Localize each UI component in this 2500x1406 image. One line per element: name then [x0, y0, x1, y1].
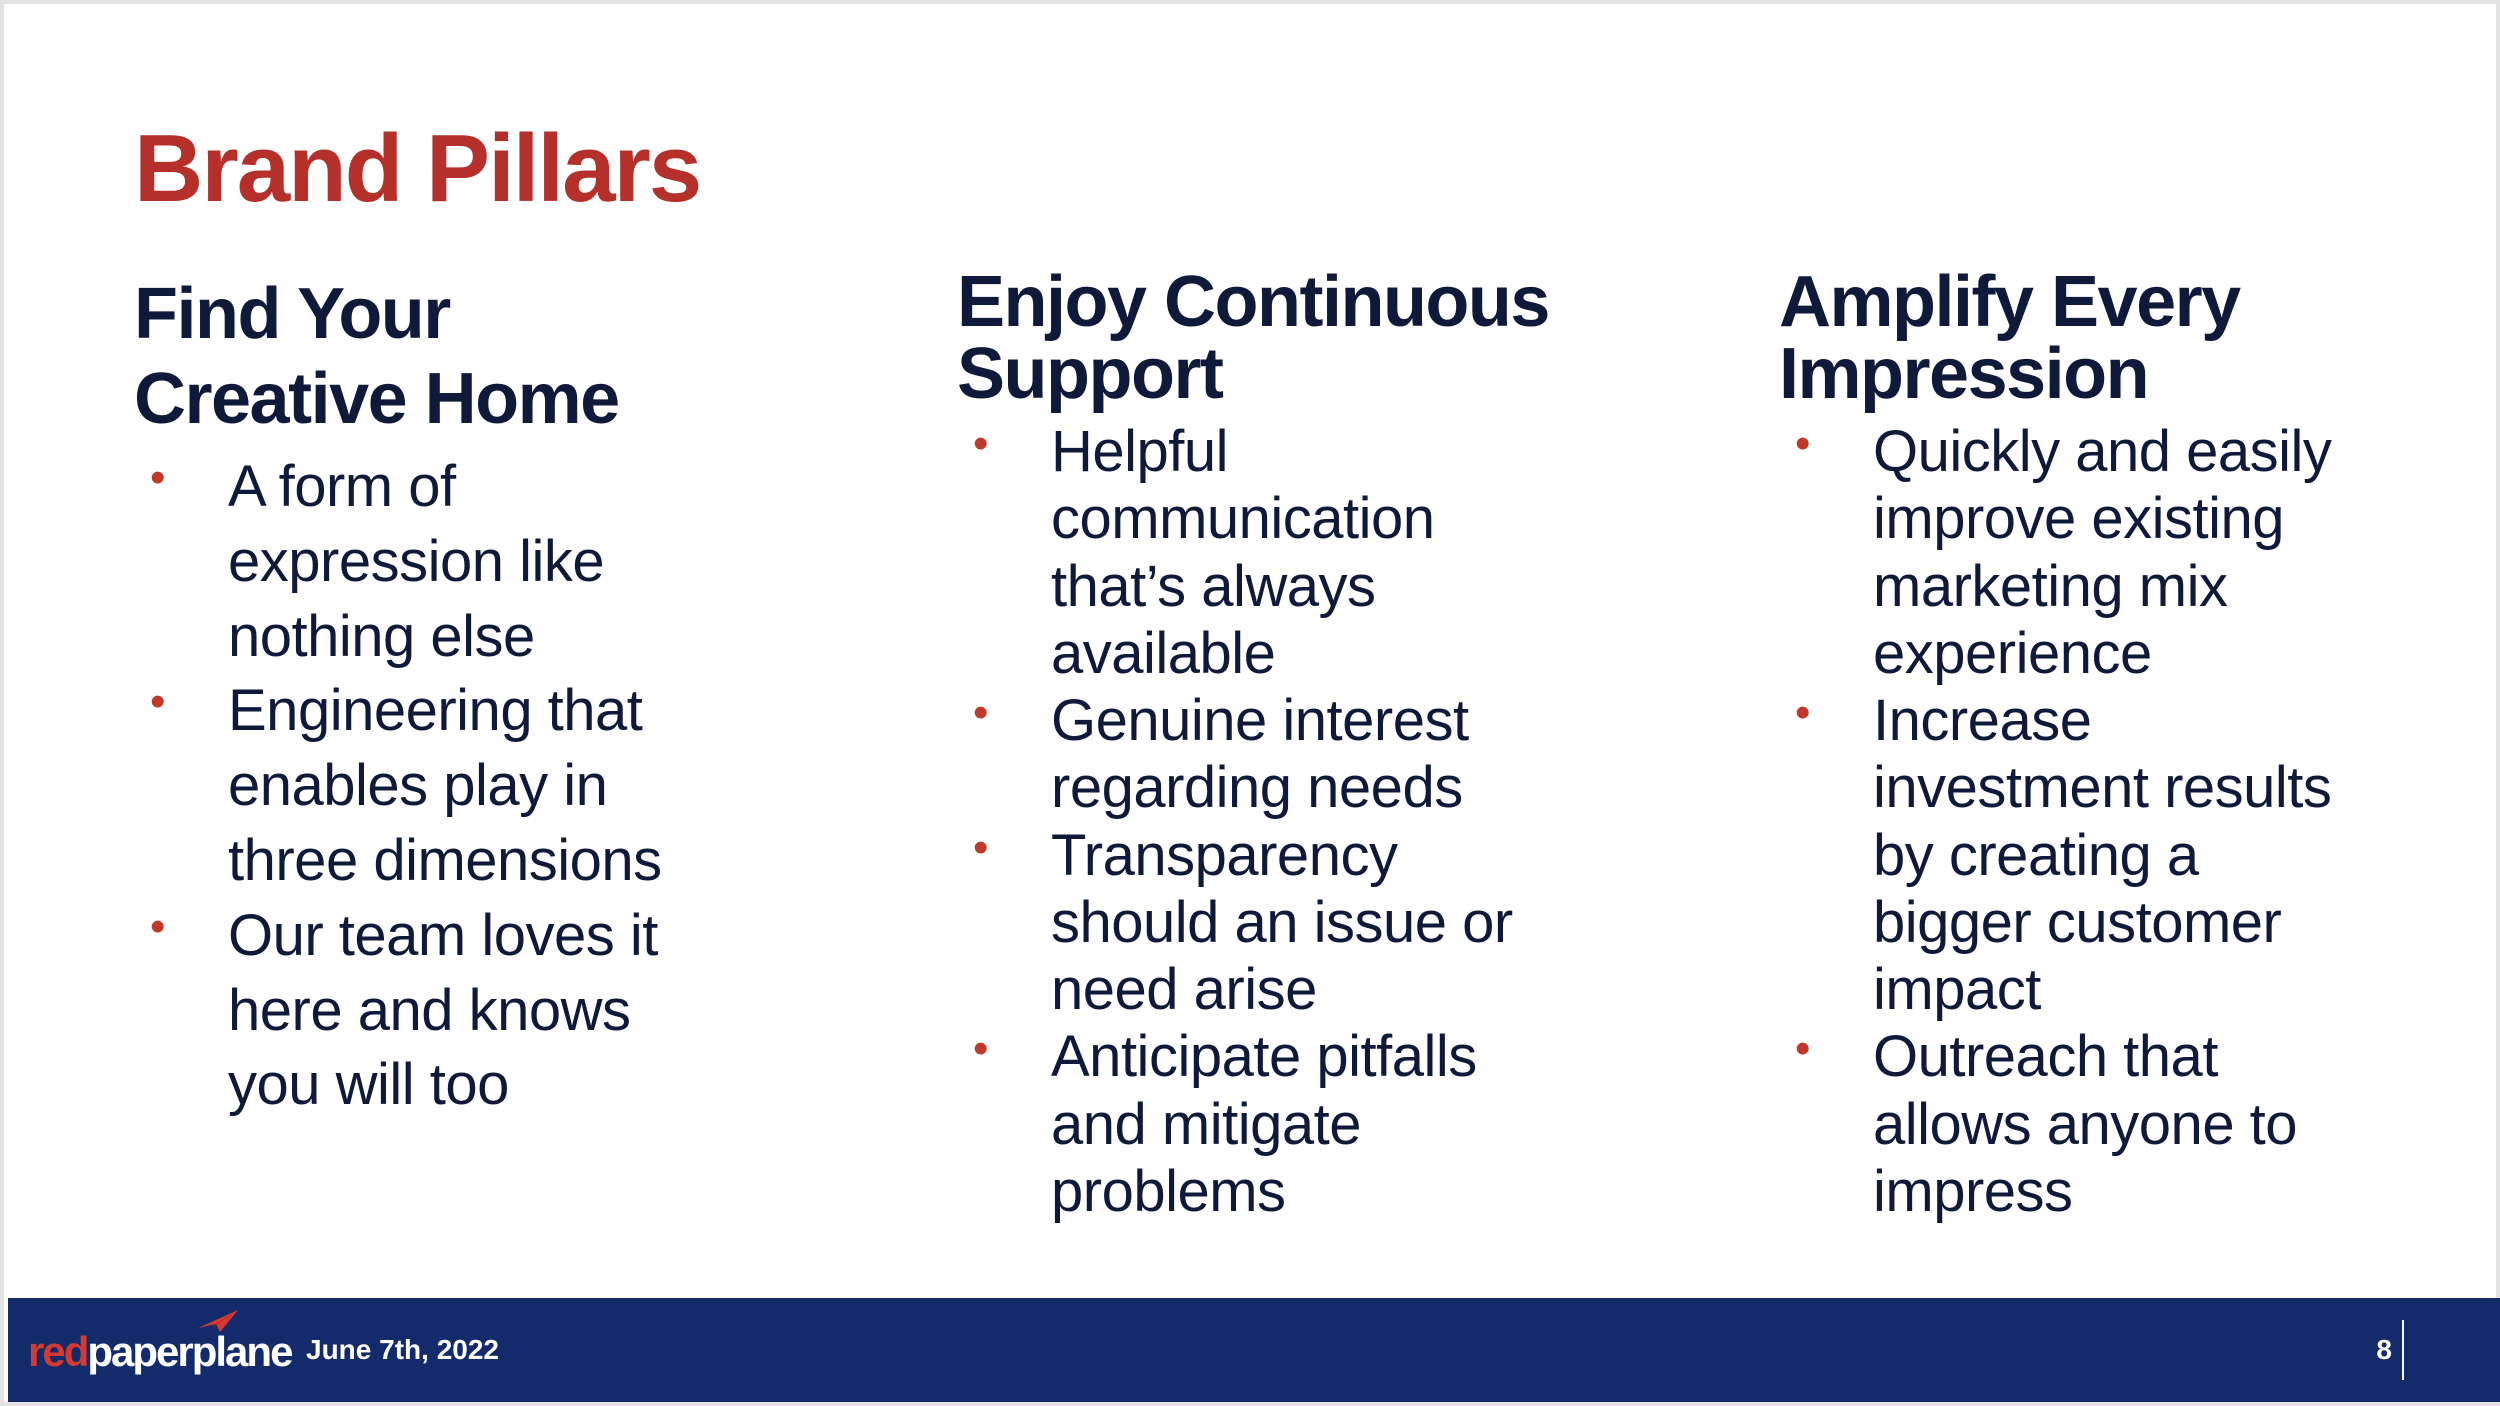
logo-text-red: red — [28, 1328, 88, 1375]
bullet-icon: • — [973, 1024, 988, 1074]
bullet-line: experience — [1873, 620, 2152, 686]
bullet-icon: • — [973, 688, 988, 738]
pillar-heading-line: Support — [957, 334, 1223, 414]
bullet-line: A form of — [228, 453, 456, 519]
bullet-line: expression like — [228, 528, 605, 594]
pillar-heading-line: Find Your — [134, 274, 450, 354]
bullet-text — [1873, 687, 2433, 1023]
bullet-text — [1873, 418, 2433, 687]
bullet-text — [1873, 1023, 2433, 1225]
bullet-line: allows anyone to — [1873, 1091, 2298, 1157]
bullet-line: Helpful — [1051, 419, 1229, 484]
bullet-line: Quickly and easily — [1873, 419, 2332, 484]
pillar-bullet — [1779, 687, 2499, 1023]
footer-date: June 7th, 2022 — [306, 1334, 499, 1365]
bullet-line: enables play in — [228, 753, 608, 819]
bullet-line: Genuine interest — [1051, 688, 1469, 754]
pillar-bullet — [134, 674, 854, 898]
slide-title: Brand Pillars — [134, 115, 701, 222]
bullet-line: you will too — [228, 1052, 509, 1118]
bullet-line: should an issue or — [1051, 889, 1513, 955]
pillar-bullet — [957, 418, 1677, 687]
bullet-line: Increase — [1873, 688, 2092, 754]
pillar-bullet — [957, 1023, 1677, 1225]
bullet-line: bigger customer — [1873, 889, 2282, 955]
bullet-text — [1051, 822, 1611, 1024]
pillar-heading-line: Creative Home — [134, 358, 619, 439]
page-number-divider — [2402, 1320, 2404, 1380]
bullet-text — [228, 899, 748, 1123]
pillar-heading-line: Amplify Every — [1779, 262, 2240, 342]
bullet-line: and mitigate — [1051, 1091, 1361, 1157]
bullet-line: that’s always — [1051, 553, 1376, 619]
pillar-bullet — [957, 822, 1677, 1024]
bullet-line: need arise — [1051, 957, 1317, 1023]
bullet-icon: • — [150, 901, 165, 951]
pillar-column-3 — [1779, 262, 2499, 1225]
pillar-bullet — [957, 687, 1677, 822]
bullet-line: nothing else — [228, 603, 535, 669]
bullet-text — [1051, 418, 1611, 687]
pillar-bullet-list — [1779, 418, 2499, 1225]
brand-logo — [28, 1328, 291, 1388]
bullet-line: improve existing — [1873, 486, 2285, 552]
pillar-bullet — [1779, 418, 2499, 687]
pillar-heading — [957, 262, 1677, 414]
pillar-heading-line: Impression — [1779, 334, 2149, 414]
bullet-line: by creating a — [1873, 822, 2199, 888]
bullet-line: available — [1051, 620, 1276, 686]
bullet-line: Engineering that — [228, 678, 643, 744]
bullet-icon: • — [973, 419, 988, 468]
bullet-line: communication — [1051, 486, 1435, 552]
bullet-icon: • — [1795, 688, 1810, 738]
pillar-bullet-list — [134, 450, 854, 1123]
page-number: 8 — [2376, 1334, 2392, 1365]
bullet-line: problems — [1051, 1158, 1286, 1224]
paper-plane-icon — [198, 1310, 238, 1334]
bullet-icon: • — [150, 677, 165, 727]
bullet-text — [228, 674, 748, 898]
logo-text-white: paperplane — [87, 1328, 292, 1375]
bullet-line: Our team loves it — [228, 902, 658, 968]
bullet-icon: • — [973, 822, 988, 872]
bullet-line: marketing mix — [1873, 553, 2228, 619]
bullet-line: regarding needs — [1051, 755, 1463, 821]
pillar-heading — [1779, 262, 2499, 414]
bullet-icon: • — [150, 452, 165, 502]
pillar-bullet — [1779, 1023, 2499, 1225]
bullet-text — [1051, 1023, 1611, 1225]
pillar-column-2 — [957, 262, 1677, 1225]
bullet-icon: • — [1795, 1024, 1810, 1074]
pillar-bullet — [134, 450, 854, 674]
bullet-line: Anticipate pitfalls — [1051, 1024, 1477, 1090]
pillar-bullet-list — [957, 418, 1677, 1225]
bullet-icon: • — [1795, 419, 1810, 468]
bullet-text — [1051, 687, 1611, 822]
bullet-line: here and knows — [228, 977, 631, 1043]
bullet-line: Transparency — [1051, 822, 1398, 888]
bullet-line: investment results — [1873, 755, 2332, 821]
pillar-bullet — [134, 899, 854, 1123]
bullet-text — [228, 450, 748, 674]
bullet-line: Outreach that — [1873, 1024, 2218, 1090]
bullet-line: three dimensions — [228, 827, 662, 893]
pillar-column-1 — [134, 272, 854, 1123]
slide-footer — [8, 1298, 2500, 1402]
pillar-heading-line: Enjoy Continuous — [957, 262, 1549, 342]
bullet-line: impress — [1873, 1158, 2073, 1224]
pillar-heading — [134, 272, 854, 442]
bullet-line: impact — [1873, 957, 2041, 1023]
